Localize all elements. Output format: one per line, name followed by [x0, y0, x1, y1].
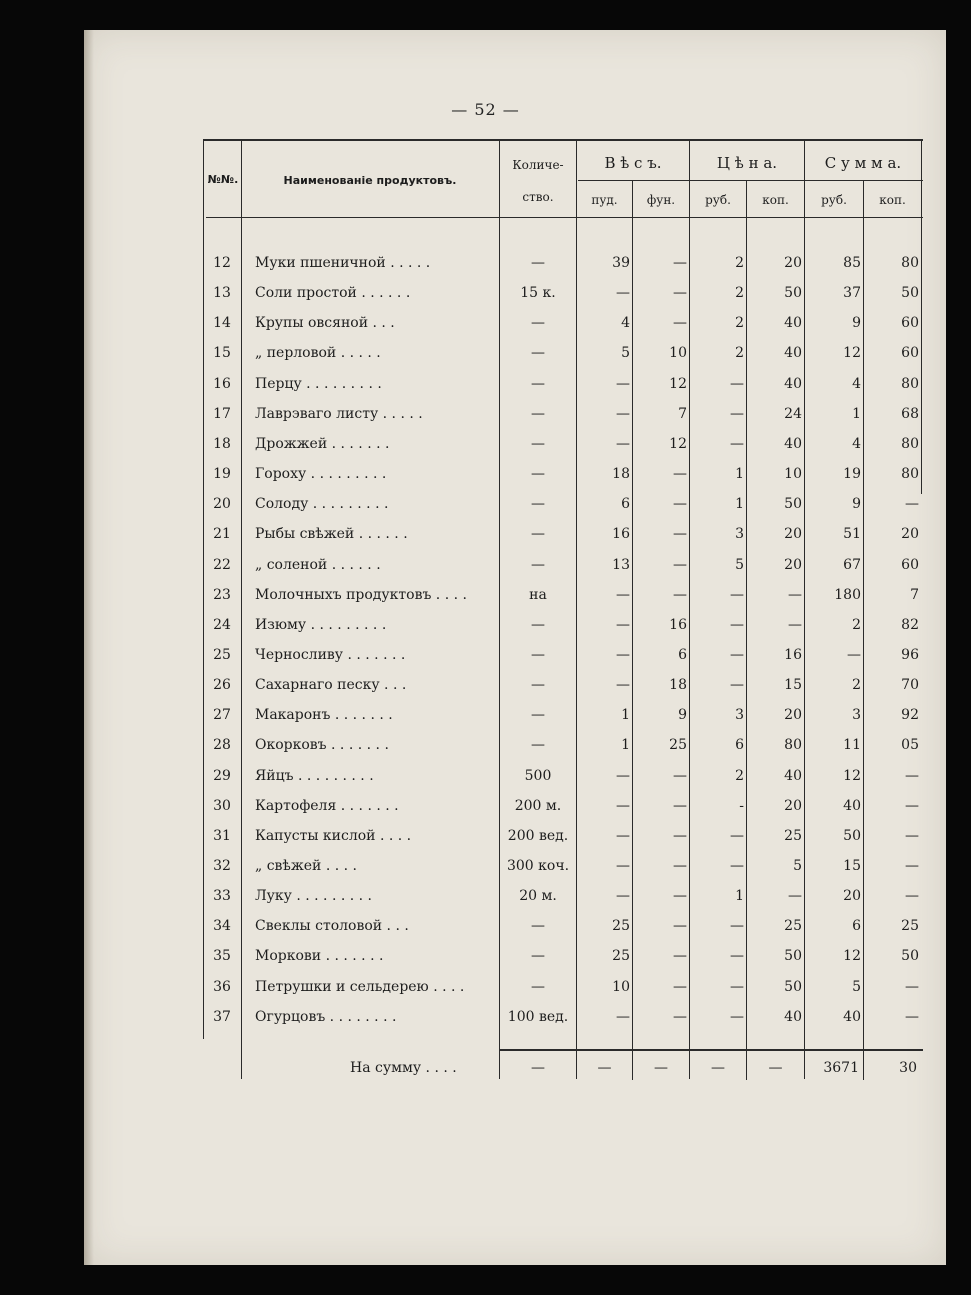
cell-skop: 92	[901, 707, 919, 723]
cell-num: 31	[213, 828, 231, 844]
cell-pud: 1	[621, 707, 630, 723]
cell-srub: —	[847, 647, 861, 663]
cell-pud: 39	[612, 255, 630, 271]
cell-name: Окорковъ . . . . . . .	[255, 737, 389, 753]
cell-num: 17	[213, 406, 231, 422]
header-rub-sum: руб.	[821, 193, 847, 207]
col-line-qty	[576, 139, 577, 1079]
cell-skop: 96	[901, 647, 919, 663]
total-pud: —	[597, 1060, 612, 1076]
cell-pud: 16	[612, 526, 630, 542]
cell-name: Сахарнаго песку . . .	[255, 677, 407, 693]
cell-num: 28	[213, 737, 231, 753]
cell-name: Моркови . . . . . . .	[255, 948, 384, 964]
header-pud: пуд.	[591, 193, 618, 207]
cell-pud: —	[616, 587, 630, 603]
cell-fun: —	[673, 948, 687, 964]
header-qty-1: Количе-	[512, 158, 564, 172]
cell-qty: 500	[524, 768, 552, 784]
cell-name: Соли простой . . . . . .	[255, 285, 411, 301]
header-rub-price: руб.	[705, 193, 731, 207]
cell-num: 15	[213, 345, 231, 361]
cell-fun: —	[673, 285, 687, 301]
cell-fun: 16	[669, 617, 687, 633]
cell-skop: 80	[901, 466, 919, 482]
cell-kop: 40	[784, 1009, 802, 1025]
cell-kop: 40	[784, 315, 802, 331]
cell-fun: 25	[669, 737, 687, 753]
cell-skop: 82	[901, 617, 919, 633]
cell-pud: —	[616, 647, 630, 663]
header-weight: В ѣ с ъ.	[604, 154, 662, 172]
cell-srub: 40	[843, 1009, 861, 1025]
cell-qty: 200 вед.	[507, 828, 569, 844]
cell-skop: 60	[901, 315, 919, 331]
cell-num: 22	[213, 557, 231, 573]
cell-name: Картофеля . . . . . . .	[255, 798, 399, 814]
cell-num: 29	[213, 768, 231, 784]
cell-srub: 15	[843, 858, 861, 874]
cell-srub: 9	[852, 496, 861, 512]
cell-skop: —	[905, 979, 919, 995]
cell-srub: 5	[852, 979, 861, 995]
cell-fun: —	[673, 918, 687, 934]
cell-num: 35	[213, 948, 231, 964]
cell-pud: —	[616, 888, 630, 904]
cell-qty: —	[531, 557, 545, 573]
cell-kop: —	[788, 587, 802, 603]
cell-fun: —	[673, 255, 687, 271]
cell-fun: —	[673, 828, 687, 844]
cell-pud: —	[616, 1009, 630, 1025]
cell-pud: —	[616, 768, 630, 784]
cell-name: Макаронъ . . . . . . .	[255, 707, 393, 723]
cell-skop: —	[905, 1009, 919, 1025]
cell-srub: 4	[852, 436, 861, 452]
cell-num: 14	[213, 315, 231, 331]
cell-kop: 50	[784, 979, 802, 995]
cell-srub: 180	[834, 587, 861, 603]
subheader-rule	[578, 180, 923, 181]
col-line-price	[804, 139, 805, 1079]
cell-pud: —	[616, 376, 630, 392]
cell-kop: 20	[784, 526, 802, 542]
cell-qty: —	[531, 466, 545, 482]
cell-rub: 1	[735, 496, 744, 512]
cell-kop: 16	[784, 647, 802, 663]
cell-pud: 18	[612, 466, 630, 482]
cell-qty: 100 вед.	[507, 1009, 569, 1025]
cell-skop: 60	[901, 345, 919, 361]
cell-qty: 300 коч.	[506, 858, 570, 874]
cell-srub: 40	[843, 798, 861, 814]
cell-rub: 2	[735, 285, 744, 301]
cell-pud: 25	[612, 918, 630, 934]
cell-pud: —	[616, 798, 630, 814]
cell-fun: —	[673, 315, 687, 331]
cell-fun: 7	[678, 406, 687, 422]
cell-num: 18	[213, 436, 231, 452]
cell-rub: —	[730, 948, 744, 964]
cell-pud: 5	[621, 345, 630, 361]
cell-pud: 10	[612, 979, 630, 995]
cell-qty: —	[531, 707, 545, 723]
cell-qty: —	[531, 376, 545, 392]
cell-kop: 50	[784, 496, 802, 512]
page-number: — 52 —	[451, 100, 520, 119]
cell-srub: 19	[843, 466, 861, 482]
cell-name: Солоду . . . . . . . . .	[255, 496, 389, 512]
cell-num: 36	[213, 979, 231, 995]
cell-kop: 40	[784, 345, 802, 361]
cell-skop: 80	[901, 436, 919, 452]
cell-kop: 24	[784, 406, 802, 422]
cell-kop: 50	[784, 948, 802, 964]
cell-name: Капусты кислой . . . .	[255, 828, 412, 844]
total-rub: —	[711, 1060, 725, 1076]
col-line-right	[921, 139, 922, 494]
cell-kop: 40	[784, 768, 802, 784]
cell-rub: —	[730, 376, 744, 392]
cell-fun: —	[673, 526, 687, 542]
cell-qty: —	[531, 948, 545, 964]
cell-pud: —	[616, 436, 630, 452]
total-rule	[500, 1049, 923, 1051]
cell-pud: —	[616, 406, 630, 422]
cell-qty: —	[531, 918, 545, 934]
cell-name: Молочныхъ продуктовъ . . . .	[255, 587, 467, 603]
cell-rub: 3	[735, 526, 744, 542]
cell-pud: 1	[621, 737, 630, 753]
cell-rub: 2	[735, 768, 744, 784]
cell-rub: —	[730, 436, 744, 452]
cell-kop: 25	[784, 918, 802, 934]
cell-fun: —	[673, 496, 687, 512]
cell-name: „ соленой . . . . . .	[255, 557, 381, 573]
cell-num: 19	[213, 466, 231, 482]
total-sum-kop: 30	[899, 1060, 917, 1076]
header-qty-2: ство.	[522, 190, 554, 204]
cell-qty: —	[531, 315, 545, 331]
cell-srub: 3	[852, 707, 861, 723]
cell-skop: 20	[901, 526, 919, 542]
cell-fun: 12	[669, 436, 687, 452]
cell-qty: —	[531, 255, 545, 271]
cell-kop: 20	[784, 255, 802, 271]
cell-num: 23	[213, 587, 231, 603]
cell-skop: 50	[901, 948, 919, 964]
cell-srub: 2	[852, 617, 861, 633]
cell-rub: 6	[735, 737, 744, 753]
cell-srub: 12	[843, 345, 861, 361]
cell-pud: 25	[612, 948, 630, 964]
cell-skop: —	[905, 828, 919, 844]
cell-num: 12	[213, 255, 231, 271]
cell-kop: 50	[784, 285, 802, 301]
header-bottom-rule	[206, 217, 923, 218]
cell-qty: на	[529, 587, 547, 603]
cell-rub: 1	[735, 466, 744, 482]
cell-skop: —	[905, 768, 919, 784]
cell-skop: —	[905, 888, 919, 904]
cell-num: 32	[213, 858, 231, 874]
cell-qty: 200 м.	[514, 798, 562, 814]
header-sum: С у м м а.	[824, 154, 902, 172]
cell-fun: —	[673, 888, 687, 904]
cell-pud: —	[616, 828, 630, 844]
cell-rub: —	[730, 406, 744, 422]
header-kop-sum: коп.	[879, 193, 906, 207]
cell-num: 13	[213, 285, 231, 301]
col-line-name	[499, 139, 500, 1079]
cell-fun: —	[673, 979, 687, 995]
cell-name: Крупы овсяной . . .	[255, 315, 395, 331]
cell-num: 37	[213, 1009, 231, 1025]
cell-rub: —	[730, 1009, 744, 1025]
cell-fun: —	[673, 858, 687, 874]
cell-skop: 7	[910, 587, 919, 603]
cell-rub: 3	[735, 707, 744, 723]
cell-qty: —	[531, 526, 545, 542]
header-kop-price: коп.	[762, 193, 789, 207]
cell-num: 20	[213, 496, 231, 512]
cell-kop: 20	[784, 707, 802, 723]
cell-rub: 2	[735, 255, 744, 271]
cell-num: 26	[213, 677, 231, 693]
cell-srub: 51	[843, 526, 861, 542]
total-fun: —	[654, 1060, 668, 1076]
cell-num: 30	[213, 798, 231, 814]
cell-srub: 37	[843, 285, 861, 301]
cell-kop: 20	[784, 557, 802, 573]
total-sum-rub: 3671	[823, 1060, 859, 1076]
cell-kop: 40	[784, 376, 802, 392]
cell-rub: 1	[735, 888, 744, 904]
cell-pud: —	[616, 285, 630, 301]
cell-fun: —	[673, 1009, 687, 1025]
cell-name: Свеклы столовой . . .	[255, 918, 409, 934]
cell-rub: -	[739, 798, 744, 814]
header-fun: фун.	[646, 193, 676, 207]
cell-srub: 12	[843, 948, 861, 964]
cell-qty: —	[531, 737, 545, 753]
cell-pud: 6	[621, 496, 630, 512]
cell-name: Муки пшеничной . . . . .	[255, 255, 431, 271]
cell-srub: 4	[852, 376, 861, 392]
cell-num: 16	[213, 376, 231, 392]
cell-qty: —	[531, 979, 545, 995]
header-num: №№.	[207, 173, 239, 186]
cell-fun: 10	[669, 345, 687, 361]
total-qty: —	[531, 1060, 545, 1076]
cell-srub: 20	[843, 888, 861, 904]
table-top-rule	[203, 139, 923, 141]
cell-skop: 05	[901, 737, 919, 753]
total-kop: —	[768, 1060, 783, 1076]
cell-qty: —	[531, 496, 545, 512]
cell-skop: 68	[901, 406, 919, 422]
cell-name: Черносливу . . . . . . .	[255, 647, 406, 663]
cell-srub: 50	[843, 828, 861, 844]
header-price: Ц ѣ н а.	[716, 154, 778, 172]
cell-fun: 9	[678, 707, 687, 723]
cell-skop: 70	[901, 677, 919, 693]
cell-rub: —	[730, 918, 744, 934]
cell-qty: —	[531, 436, 545, 452]
cell-srub: 12	[843, 768, 861, 784]
cell-kop: 40	[784, 436, 802, 452]
cell-name: Луку . . . . . . . . .	[255, 888, 373, 904]
cell-rub: —	[730, 858, 744, 874]
cell-num: 27	[213, 707, 231, 723]
cell-skop: —	[905, 798, 919, 814]
cell-fun: —	[673, 798, 687, 814]
cell-qty: 20 м.	[519, 888, 557, 904]
cell-fun: 12	[669, 376, 687, 392]
cell-name: Гороху . . . . . . . . .	[255, 466, 387, 482]
cell-kop: 80	[784, 737, 802, 753]
cell-name: Рыбы свѣжей . . . . . .	[255, 526, 408, 542]
cell-qty: —	[531, 647, 545, 663]
cell-rub: 2	[735, 315, 744, 331]
cell-kop: 10	[784, 466, 802, 482]
cell-srub: 2	[852, 677, 861, 693]
cell-kop: 5	[793, 858, 802, 874]
cell-rub: —	[730, 587, 744, 603]
cell-name: Петрушки и сельдерею . . . .	[255, 979, 465, 995]
cell-name: Лаврэваго листу . . . . .	[255, 406, 423, 422]
cell-rub: 5	[735, 557, 744, 573]
cell-name: „ перловой . . . . .	[255, 345, 381, 361]
col-line-num	[241, 139, 242, 1079]
header-name: Наименованіе продуктовъ.	[283, 174, 457, 187]
cell-rub: —	[730, 828, 744, 844]
cell-name: Огурцовъ . . . . . . . .	[255, 1009, 397, 1025]
cell-srub: 67	[843, 557, 861, 573]
cell-num: 33	[213, 888, 231, 904]
cell-rub: —	[730, 617, 744, 633]
cell-fun: 6	[678, 647, 687, 663]
cell-srub: 9	[852, 315, 861, 331]
cell-qty: —	[531, 677, 545, 693]
total-label: На сумму . . . .	[350, 1060, 457, 1076]
cell-skop: 80	[901, 255, 919, 271]
cell-skop: —	[905, 858, 919, 874]
cell-pud: —	[616, 617, 630, 633]
cell-srub: 6	[852, 918, 861, 934]
cell-num: 34	[213, 918, 231, 934]
cell-pud: —	[616, 677, 630, 693]
cell-srub: 85	[843, 255, 861, 271]
cell-skop: 25	[901, 918, 919, 934]
cell-fun: —	[673, 768, 687, 784]
cell-kop: —	[788, 617, 802, 633]
cell-skop: 60	[901, 557, 919, 573]
col-line-weight	[689, 139, 690, 1079]
cell-qty: —	[531, 617, 545, 633]
cell-rub: —	[730, 677, 744, 693]
cell-kop: 25	[784, 828, 802, 844]
cell-rub: —	[730, 979, 744, 995]
cell-name: Яйцъ . . . . . . . . .	[255, 768, 374, 784]
cell-name: Перцу . . . . . . . . .	[255, 376, 382, 392]
cell-pud: 4	[621, 315, 630, 331]
cell-rub: 2	[735, 345, 744, 361]
cell-qty: 15 к.	[520, 285, 556, 301]
cell-kop: 20	[784, 798, 802, 814]
cell-skop: —	[905, 496, 919, 512]
cell-skop: 80	[901, 376, 919, 392]
cell-fun: —	[673, 466, 687, 482]
cell-pud: —	[616, 858, 630, 874]
cell-num: 21	[213, 526, 231, 542]
cell-qty: —	[531, 406, 545, 422]
cell-srub: 11	[843, 737, 861, 753]
cell-kop: —	[788, 888, 802, 904]
cell-fun: —	[673, 557, 687, 573]
cell-fun: —	[673, 587, 687, 603]
cell-skop: 50	[901, 285, 919, 301]
cell-name: Дрожжей . . . . . . .	[255, 436, 390, 452]
cell-num: 24	[213, 617, 231, 633]
cell-fun: 18	[669, 677, 687, 693]
cell-pud: 13	[612, 557, 630, 573]
cell-srub: 1	[852, 406, 861, 422]
cell-rub: —	[730, 647, 744, 663]
cell-kop: 15	[784, 677, 802, 693]
cell-qty: —	[531, 345, 545, 361]
cell-name: „ свѣжей . . . .	[255, 858, 357, 874]
cell-num: 25	[213, 647, 231, 663]
cell-name: Изюму . . . . . . . . .	[255, 617, 387, 633]
